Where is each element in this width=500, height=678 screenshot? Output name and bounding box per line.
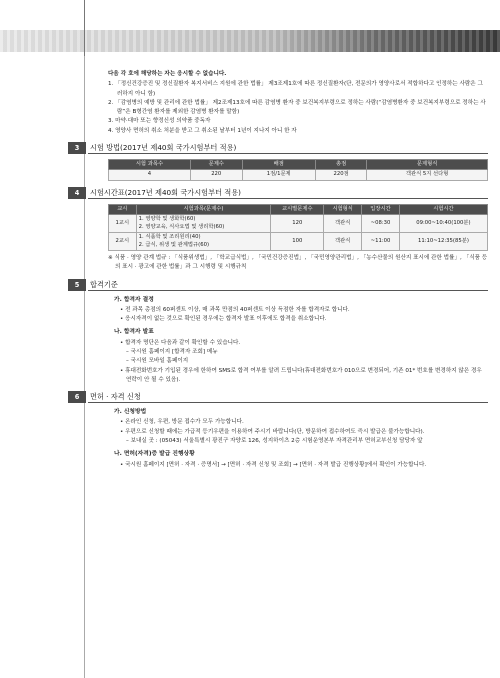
bullet-item: • 휴대전화번호가 기입된 경우에 한하여 SMS로 합격 여부를 알려 드립니다(휴대전화번호가 010으로 변경되어, 기존 01* 번호를 변경하지 않은 경우 연락이 안 될 수 있음). [120,367,482,383]
bullet-item: • 합격자 명단은 다음과 같이 확인할 수 있습니다. [120,339,241,346]
table-cell [136,215,271,233]
disqualification-block [108,70,488,136]
subject-line: 1. 영양학 및 생화학(60) [138,216,196,223]
disqualification-intro: 다음 각 호에 해당하는 자는 응시할 수 없습니다. [108,71,227,77]
subject-line: 1. 식품학 및 조리원리(40) [138,234,201,241]
section-rule [88,402,488,403]
bullet-item: • 온라인 신청, 우편, 방문 접수가 모두 가능합니다. [120,419,244,426]
header-margin-line [84,0,85,56]
table-cell: 11:10~12:35(85분) [399,233,487,251]
section-rule [88,153,488,154]
table-cell: 1교시 [109,215,137,233]
table-row [109,170,488,180]
document-body [74,70,488,470]
table-header: 총점 [315,160,366,170]
section-rule [88,198,488,199]
section-3-header [68,142,488,154]
subsection-title: 나. 면허(자격)증 발급 진행상황 [114,451,195,458]
sub-item: – 국시원 홈페이지 [합격자 조회] 메뉴 [126,349,218,355]
section-4-header [68,187,488,199]
table-cell: 객관식 [324,233,362,251]
table-cell: 09:00~10:40(100분) [399,215,487,233]
table-row [109,233,488,251]
section-6-header [68,391,488,403]
table-header: 시험형식 [324,204,362,214]
exam-method-table [108,159,488,181]
subsection-title: 가. 신청방법 [114,409,147,416]
section-number: 6 [68,391,86,403]
table-cell: 4 [109,170,191,180]
table-header-row [109,160,488,170]
section-rule [88,290,488,291]
table-cell: 2교시 [109,233,137,251]
subsection-title: 가. 합격자 결정 [114,296,154,303]
section-title: 합격기준 [90,279,118,289]
table-header-row [109,204,488,214]
table-cell: 100 [271,233,324,251]
table-header: 배점 [242,160,315,170]
table-cell: 객관식 5지 선다형 [367,170,488,180]
table-row [109,215,488,233]
table-header: 입장시간 [362,204,400,214]
section-number: 5 [68,279,86,291]
table-cell: ~08:30 [362,215,400,233]
table-header: 문제형식 [367,160,488,170]
table-header: 시험 과목수 [109,160,191,170]
list-item: 4. 영양사 면허의 취소 처분을 받고 그 취소된 날부터 1년이 지나지 아니 한 자 [108,127,297,134]
table-header: 문제수 [190,160,242,170]
table-cell [136,233,271,251]
table-cell: ~11:00 [362,233,400,251]
sub-item: – 국시원 모바일 홈페이지 [126,358,189,365]
subsection-title: 나. 합격자 발표 [114,329,154,336]
section-title: 시험 방법(2017년 제40회 국가시험부터 적용) [90,143,237,153]
table-header: 교시별문제수 [271,204,324,214]
section-number: 4 [68,187,86,199]
list-item: 3. 마약·대마 또는 향정신성 의약품 중독자 [108,118,211,125]
list-item: 1. 「정신건강증진 및 정신질환자 복지서비스 지원에 관한 법률」 제3조제1호에 따른 정신질환자(단, 전문의가 영양사로서 적합하다고 인정하는 사람은 그러하지 아니 함) [108,81,483,97]
bullet-item: • 우편으로 신청할 때에는 가급적 등기우편을 이용하여 주시기 바랍니다(단, 방문하여 접수하여도 즉시 발급은 불가능합니다). [120,428,425,435]
exam-schedule-table [108,204,488,251]
subject-line: 2. 급식, 위생 및 관계법규(60) [138,241,210,248]
bullet-item: • 전 과목 총점의 60퍼센트 이상, 매 과목 만점의 40퍼센트 이상 득점한 자를 합격자로 합니다. [120,306,350,313]
disqualification-list [108,80,488,136]
table-cell: 120 [271,215,324,233]
table-header: 시험시간 [399,204,487,214]
page-header-banner [0,0,500,56]
header-gradient-band [0,30,500,52]
sub-item: – 보내실 곳 : (05043) 서울특별시 광진구 자양로 126, 성지하이츠 2층 시험운영본부 자격관리부 면허교부신청 담당자 앞 [126,438,423,445]
table-cell: 1점/1문제 [242,170,315,180]
section-5-header [68,279,488,291]
bullet-item: • 국시원 홈페이지 [면허 · 자격 · 증명서] → [면허 · 자격 신청 및 조회] → [면허 · 자격 발급 진행상황]에서 확인이 가능합니다. [120,461,427,468]
section-title: 시험시간표(2017년 제40회 국가시험부터 적용) [90,187,241,197]
table-cell: 220 [190,170,242,180]
laws-note: ※ 식품 · 영양 관계 법규 : 「식품위생법」, 「학교급식법」, 「국민건강증진법」, 「국민영양관리법」, 「농수산물의 원산지 표시에 관한 법률」, 「식품 등의 표시 · 광고에 관한 법률」과 그 시행령 및 시행규칙 [108,254,488,271]
table-cell: 객관식 [324,215,362,233]
section-number: 3 [68,142,86,154]
table-header: 교시 [109,204,137,214]
section-title: 면허 · 자격 신청 [90,392,141,402]
table-cell: 220점 [315,170,366,180]
table-header: 시험과목(문제수) [136,204,271,214]
list-item: 2. 「감염병의 예방 및 관리에 관한 법률」 제2조제13호에 따른 감염병 환자 중 보건복지부령으로 정하는 사람(“감염병환자 중 보건복지부령으로 정하는 사람”은 B형간염 환자를 제외한 감염병 환자를 말함) [108,99,486,116]
bullet-item: • 응시자격이 없는 것으로 확인된 경우에는 합격자 발표 이후에도 합격을 취소합니다. [120,316,327,323]
subject-line: 2. 영양교육, 식사요법 및 생리학(60) [138,223,225,230]
